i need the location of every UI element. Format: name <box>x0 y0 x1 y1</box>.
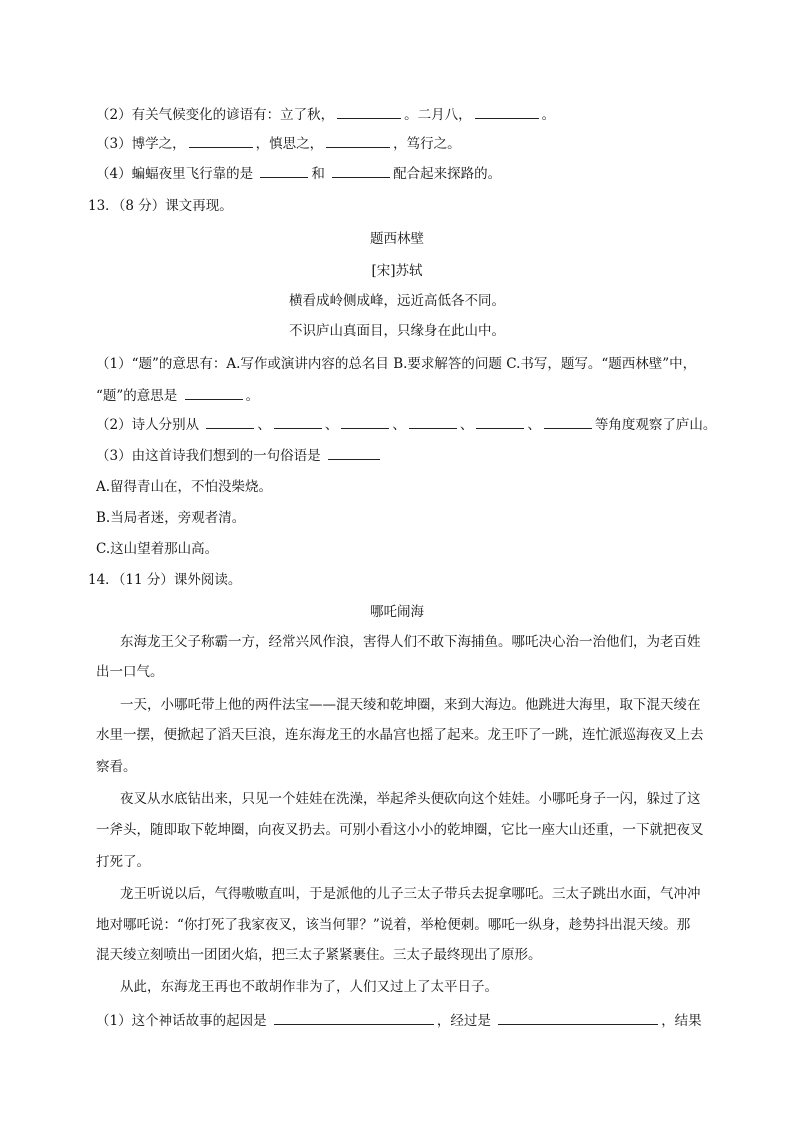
passage-p3-line-1: 夜叉从水底钻出来，只见一个娃娃在洗澡，举起斧头便砍向这个娃娃。小哪吒身子一闪，躲过了这 <box>120 791 701 807</box>
passage-p4-line-1: 龙王听说以后，气得嗷嗷直叫，于是派他的儿子三太子带兵去捉拿哪吒。三太子跳出水面，气冲冲 <box>120 886 701 902</box>
passage-p1-line-2: 出一口气。 <box>96 664 164 680</box>
q13-sub-1: （1）“题”的意思有：A.写作或演讲内容的总名目 B.要求解答的问题 C.书写，题写。“题西林壁”中， <box>96 356 697 372</box>
answer-blank[interactable] <box>476 414 524 429</box>
q12-item-2: （2）有关气候变化的谚语有：立了秋， 。二月八， 。 <box>96 104 555 124</box>
passage-p2-line-1: 一天，小哪吒带上他的两件法宝——混天绫和乾坤圈，来到大海边。他跳进大海里，取下混天绫在 <box>120 697 701 713</box>
answer-blank[interactable] <box>332 163 390 178</box>
answer-blank[interactable] <box>274 1010 434 1025</box>
poem-line-2: 不识庐山真面目，只缘身在此山中。 <box>289 323 505 339</box>
answer-blank[interactable] <box>341 414 389 429</box>
q13-sub-3: （3）由这首诗我们想到的一句俗语是 <box>96 445 383 465</box>
passage-p3-line-2: 一斧头，随即取下乾坤圈，向夜叉扔去。可别小看这小小的乾坤圈，它比一座大山还重，一下就把夜叉 <box>96 822 704 838</box>
answer-blank[interactable] <box>475 104 539 119</box>
answer-blank[interactable] <box>206 414 254 429</box>
answer-blank[interactable] <box>260 163 308 178</box>
answer-blank[interactable] <box>409 414 457 429</box>
passage-p4-line-3: 混天绫立刻喷出一团团火焰，把三太子紧紧裹住。三太子最终现出了原形。 <box>96 947 542 963</box>
q13-header: 13．（8 分）课文再现。 <box>88 198 233 214</box>
answer-blank[interactable] <box>185 385 243 400</box>
poem-author: [宋]苏轼 <box>371 263 423 279</box>
q12-item-3: （3）博学之， ，慎思之， ，笃行之。 <box>96 133 461 153</box>
answer-blank[interactable] <box>189 133 253 148</box>
q13-sub-2: （2）诗人分别从 、 、 、 、 、 等角度观察了庐山。 <box>96 414 716 434</box>
passage-p2-line-2: 水里一摆，便掀起了滔天巨浪，连东海龙王的水晶宫也摇了起来。龙王吓了一跳，连忙派巡海夜叉上去 <box>96 727 704 743</box>
poem-title: 题西林壁 <box>370 231 424 247</box>
answer-blank[interactable] <box>498 1010 658 1025</box>
option-a[interactable]: A.留得青山在，不怕没柴烧。 <box>96 479 273 495</box>
poem-line-1: 横看成岭侧成峰，远近高低各不同。 <box>289 293 505 309</box>
answer-blank[interactable] <box>337 104 401 119</box>
q14-header: 14．（11 分）课外阅读。 <box>88 572 242 588</box>
option-b[interactable]: B.当局者迷，旁观者清。 <box>96 510 246 526</box>
answer-blank[interactable] <box>328 445 380 460</box>
q12-item-4: （4）蝙蝠夜里飞行靠的是 和 配合起来探路的。 <box>96 163 501 183</box>
passage-p3-line-3: 打死了。 <box>96 854 150 870</box>
q13-sub-1-cont: “题”的意思是 。 <box>96 385 259 405</box>
passage-p2-line-3: 察看。 <box>96 759 137 775</box>
passage-p1-line-1: 东海龙王父子称霸一方，经常兴风作浪，害得人们不敢下海捕鱼。哪吒决心治一治他们，为老百姓 <box>120 634 701 650</box>
answer-blank[interactable] <box>544 414 592 429</box>
q14-sub-1: （1）这个神话故事的起因是 ，经过是 ，结果 <box>96 1010 702 1030</box>
passage-title: 哪吒闹海 <box>370 604 424 620</box>
passage-p5: 从此，东海龙王再也不敢胡作非为了，人们又过上了太平日子。 <box>120 979 498 995</box>
passage-p4-line-2: 地对哪吒说：“你打死了我家夜叉，该当何罪？”说着，举枪便刺。哪吒一纵身，趁势抖出混天绫。那 <box>96 917 691 933</box>
option-c[interactable]: C.这山望着那山高。 <box>96 541 219 557</box>
answer-blank[interactable] <box>274 414 322 429</box>
answer-blank[interactable] <box>326 133 390 148</box>
